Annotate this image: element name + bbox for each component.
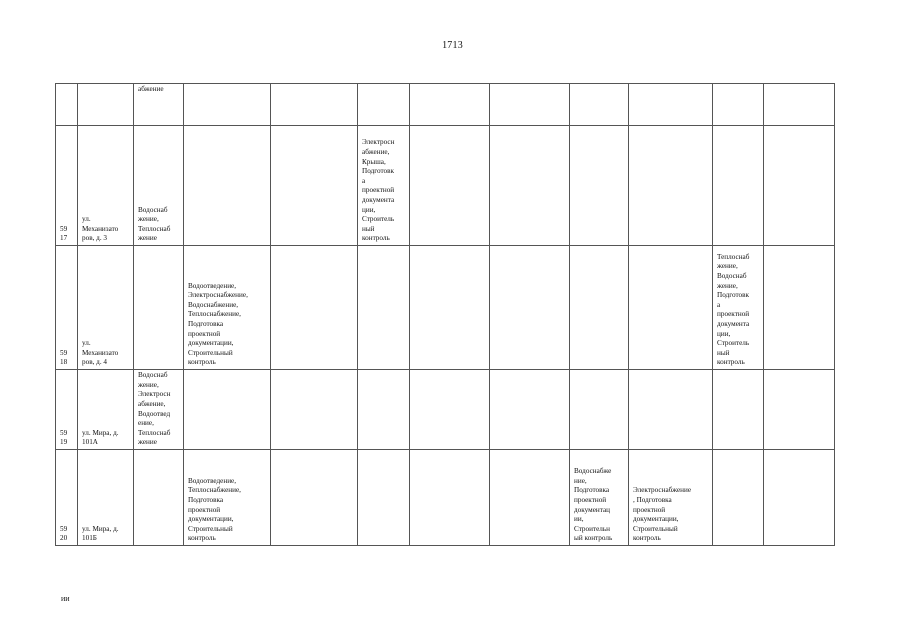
work-col-2-cell [184,126,271,246]
work-col-5-cell [410,450,490,546]
work-col-1-cell: Водоснаб жение, Теплоснаб жение [134,126,184,246]
work-col-3-cell [271,370,358,450]
table-row [56,246,835,370]
work-col-2-cell [184,370,271,450]
work-col-3-cell [271,246,358,370]
work-col-9-cell: Теплоснаб жение, Водоснаб жение, Подготовк а проектной документа ции, Строитель ный контроль [713,246,764,370]
work-col-2-cell [184,84,271,126]
work-col-3-cell [271,450,358,546]
work-col-5-cell [410,246,490,370]
work-col-4-cell [358,246,410,370]
address-cell: ул. Механизато ров, д. 4 [78,246,134,370]
row-number-cell: 59 20 [56,450,78,546]
work-col-5-cell [410,370,490,450]
work-col-6-cell [490,246,570,370]
address-cell: ул. Механизато ров, д. 3 [78,126,134,246]
footer-mark: ии [61,594,70,603]
row-number-cell: 59 19 [56,370,78,450]
work-col-2-cell: Водоотведение, Электроснабжение, Водоснабжение, Теплоснабжение, Подготовка проектной документации, Строительный контроль [184,246,271,370]
work-col-7-cell: Водоснабже ние, Подготовка проектной документац ии, Строительн ый контроль [570,450,629,546]
address-cell: ул. Мира, д. 101А [78,370,134,450]
work-col-9-cell [713,370,764,450]
work-col-6-cell [490,370,570,450]
address-cell [78,84,134,126]
work-col-2-cell: Водоотведение, Теплоснабжение, Подготовка проектной документации, Строительный контроль [184,450,271,546]
table-row [56,450,835,546]
work-col-3-cell [271,84,358,126]
work-col-7-cell [570,126,629,246]
work-col-7-cell [570,370,629,450]
work-col-8-cell [629,370,713,450]
work-col-8-cell [629,84,713,126]
work-col-10-cell [764,84,835,126]
work-col-9-cell [713,450,764,546]
work-col-6-cell [490,450,570,546]
work-col-1-cell [134,246,184,370]
work-col-4-cell: Электросн абжение, Крыша, Подготовк а проектной документа ции, Строитель ный контроль [358,126,410,246]
work-col-9-cell [713,126,764,246]
work-col-1-cell [134,450,184,546]
row-number-cell: 59 17 [56,126,78,246]
work-col-4-cell [358,450,410,546]
work-col-10-cell [764,246,835,370]
work-col-5-cell [410,126,490,246]
row-number-cell: 59 18 [56,246,78,370]
work-col-1-cell: Водоснаб жение, Электросн абжение, Водоотвед ение, Теплоснаб жение [134,370,184,450]
work-col-3-cell [271,126,358,246]
work-col-8-cell [629,126,713,246]
work-col-7-cell [570,246,629,370]
work-col-4-cell [358,370,410,450]
work-col-10-cell [764,370,835,450]
row-number-cell [56,84,78,126]
work-col-8-cell [629,246,713,370]
table-row [56,370,835,450]
work-col-8-cell: Электроснабжение , Подготовка проектной документации, Строительный контроль [629,450,713,546]
work-col-6-cell [490,126,570,246]
table-row [56,84,835,126]
work-col-7-cell [570,84,629,126]
work-col-10-cell [764,450,835,546]
table-row [56,126,835,246]
address-cell: ул. Мира, д. 101Б [78,450,134,546]
page-number: 1713 [442,40,463,51]
work-col-4-cell [358,84,410,126]
work-col-5-cell [410,84,490,126]
work-col-1-cell: абжение [134,84,184,126]
work-col-10-cell [764,126,835,246]
work-col-9-cell [713,84,764,126]
works-schedule-table [55,83,835,546]
work-col-6-cell [490,84,570,126]
